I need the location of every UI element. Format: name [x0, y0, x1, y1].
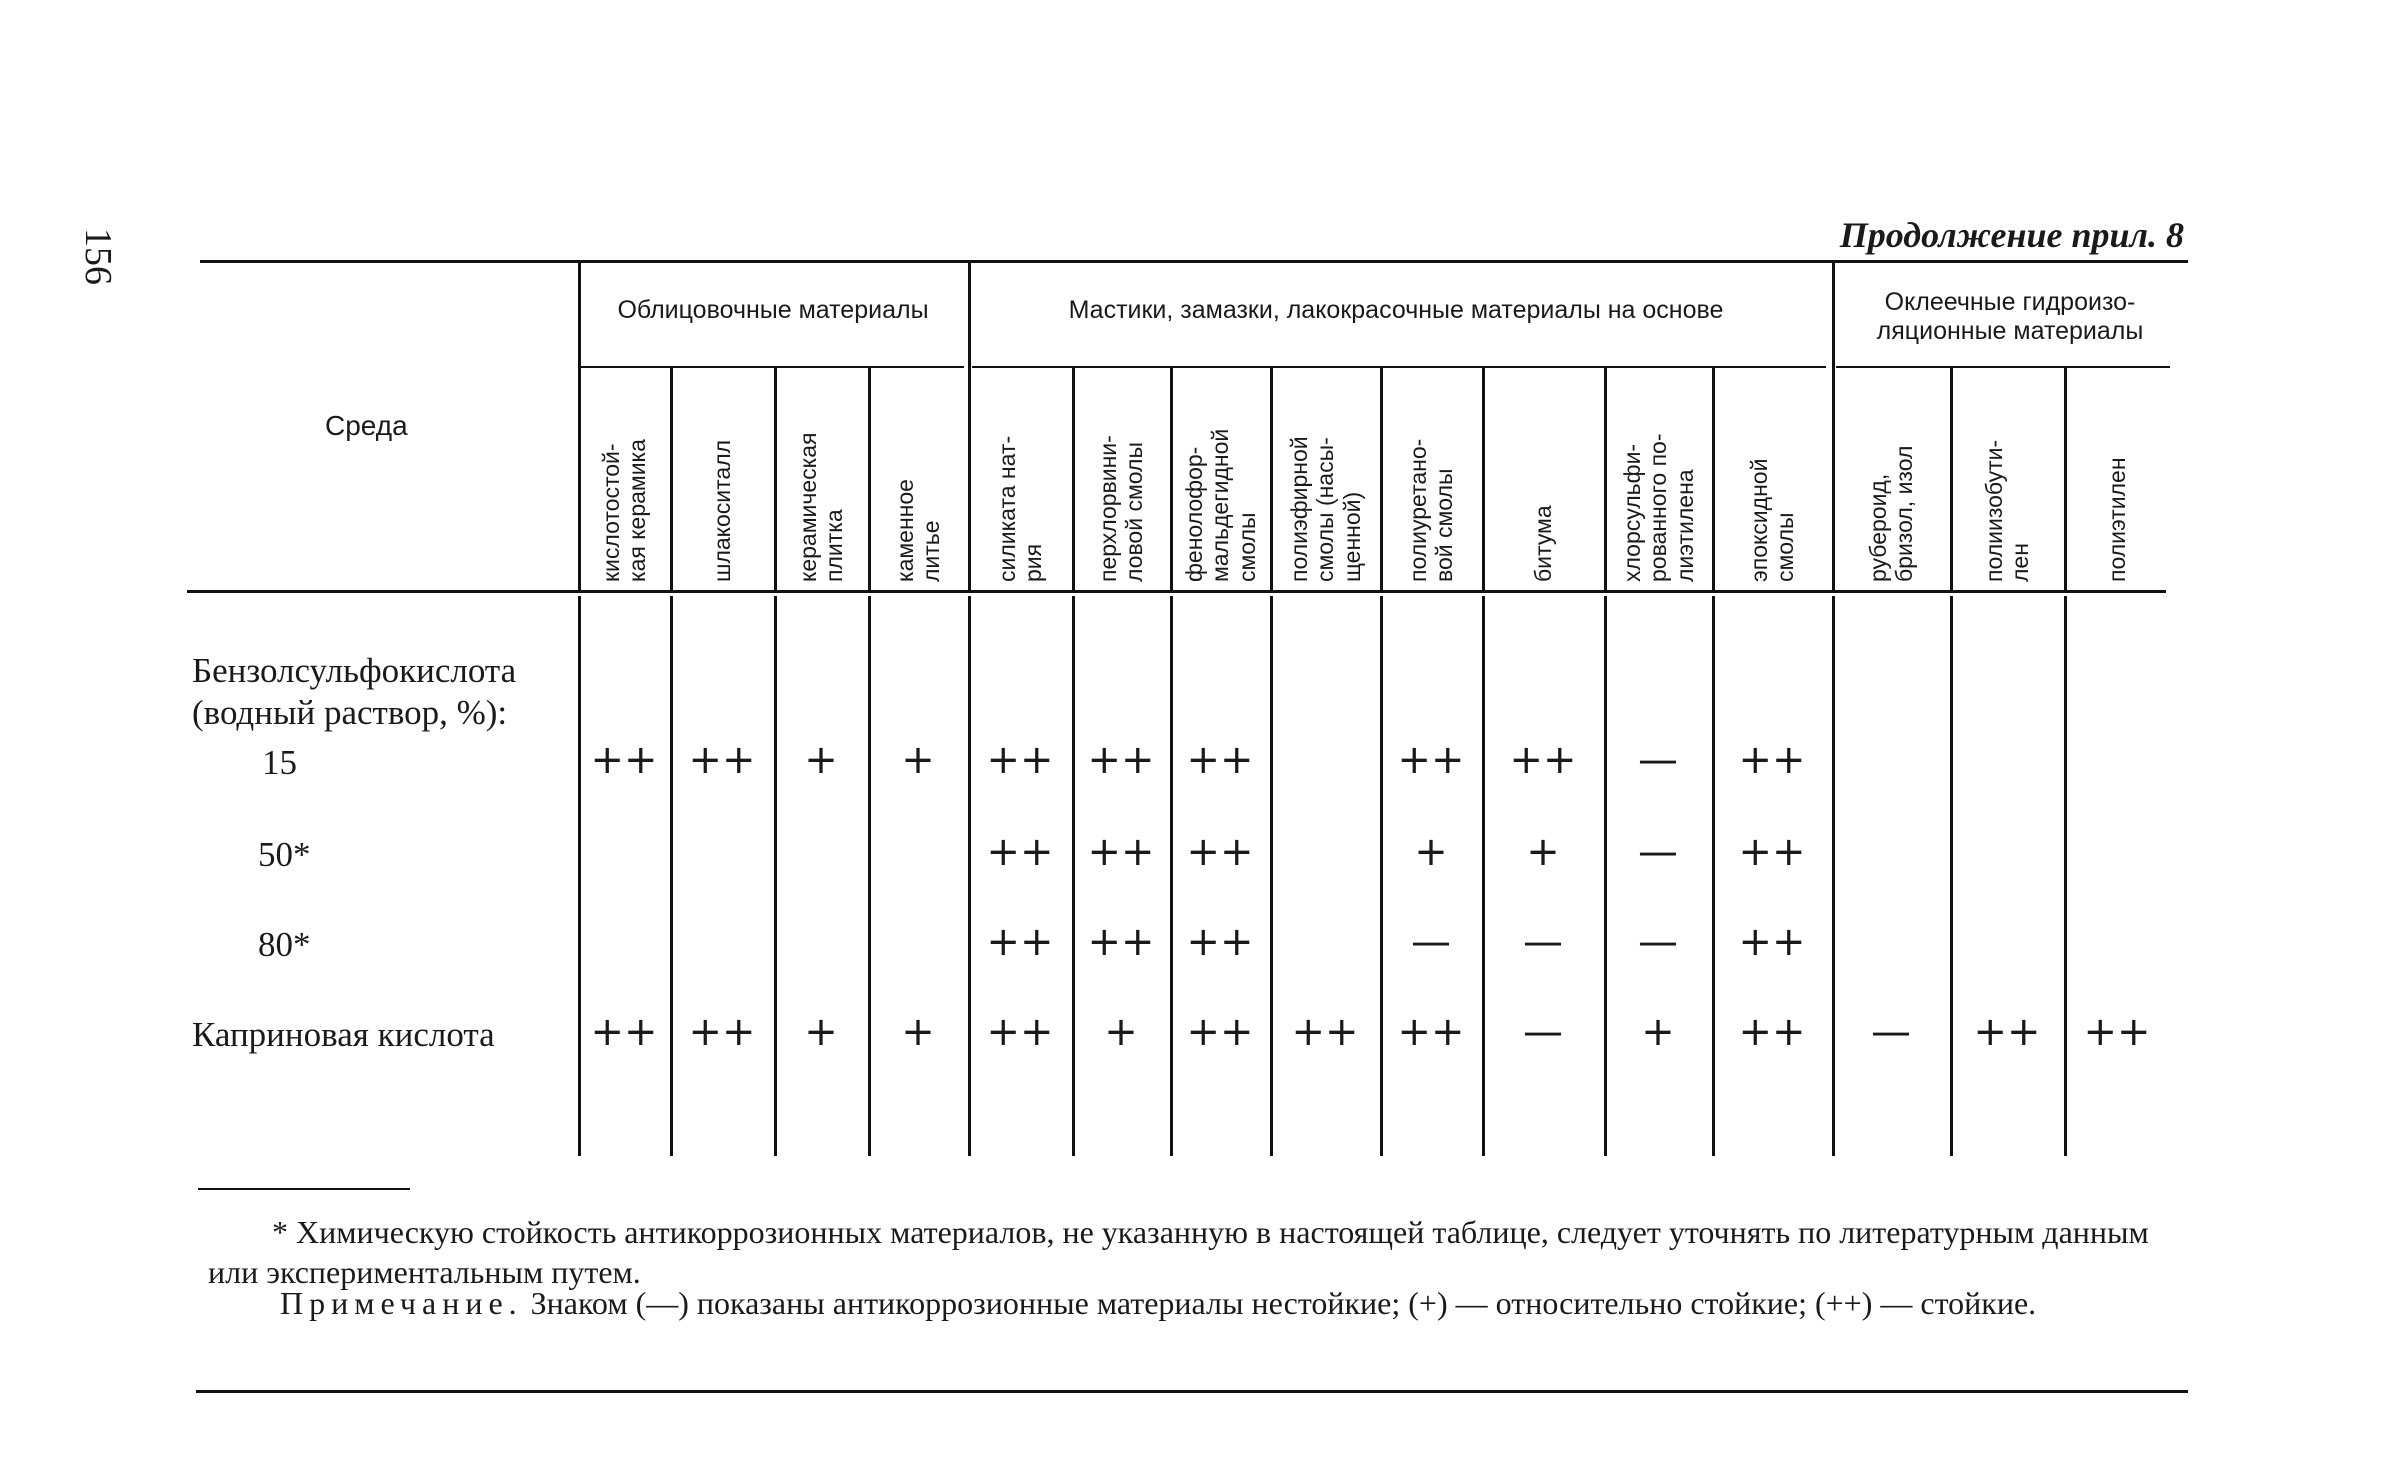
cell-r3-c8: —: [1411, 919, 1451, 965]
body-col-divider-5: [1072, 596, 1075, 1156]
body-col-divider-4: [968, 596, 971, 1156]
group-label-mastics: Мастики, замазки, лакокрасочные материалы на основе: [1068, 296, 1724, 324]
note-text: Знаком (—) показаны антикоррозионные материалы нестойкие; (+) — относительно стойкие; (++) — стойкие.: [530, 1285, 2037, 1321]
header-col-divider-5: [1170, 366, 1173, 590]
header-col-divider-0: [670, 366, 673, 590]
group-rule-mastics: [972, 366, 1826, 368]
body-col-divider-10: [1604, 596, 1607, 1156]
group-divider-2: [1832, 262, 1835, 590]
cell-r3-c5: ++: [1087, 919, 1155, 965]
row-label-0: Бензолсульфокислота (водный раствор, %):: [192, 651, 517, 732]
cell-r4-c6: ++: [1186, 1009, 1254, 1055]
column-header-6: фенолофор- мальдегидной смолы: [1181, 428, 1260, 582]
table-header-env: Среда: [325, 410, 408, 441]
column-header-2: керамическая плитка: [795, 432, 848, 582]
cell-r2-c5: ++: [1087, 829, 1155, 875]
page-number: 156: [77, 228, 119, 285]
cell-r4-c10: +: [1641, 1009, 1675, 1055]
cell-r4-c2: +: [804, 1009, 838, 1055]
column-header-5: перхлорвини- ловой смолы: [1095, 435, 1148, 582]
group-rule-membranes: [1836, 366, 2170, 368]
header-bottom-rule: [187, 590, 2166, 593]
cell-r1-c5: ++: [1087, 737, 1155, 783]
body-col-divider-2: [774, 596, 777, 1156]
body-col-divider-7: [1270, 596, 1273, 1156]
header-col-divider-12: [1950, 366, 1953, 590]
cell-r3-c10: —: [1638, 919, 1678, 965]
cell-r4-c13: ++: [1973, 1009, 2041, 1055]
column-header-14: полиэтилен: [2104, 457, 2130, 582]
body-col-divider-3: [868, 596, 871, 1156]
footnote-star: * Химическую стойкость антикоррозионных материалов, не указанную в настоящей таблице, следует уточнять по литературным данным или экспериментальным путем.: [208, 1214, 2149, 1290]
cell-r2-c6: ++: [1186, 829, 1254, 875]
column-header-13: полиизобути- лен: [1981, 439, 2034, 582]
cell-r4-c4: ++: [986, 1009, 1054, 1055]
body-col-divider-13: [1950, 596, 1953, 1156]
row-label-2: 50*: [258, 835, 311, 874]
group-label-facing: Облицовочные материалы: [617, 296, 929, 324]
column-header-9: битума: [1530, 505, 1556, 582]
continuation-title: Продолжение прил. 8: [1839, 215, 2184, 255]
cell-r4-c11: ++: [1738, 1009, 1806, 1055]
group-divider-0: [578, 262, 581, 590]
row-label-3: 80*: [258, 925, 311, 964]
header-col-divider-8: [1482, 366, 1485, 590]
cell-r3-c4: ++: [986, 919, 1054, 965]
header-col-divider-6: [1270, 366, 1273, 590]
column-header-12: рубероид, бризол, изол: [1865, 445, 1918, 582]
group-divider-1: [968, 262, 971, 590]
body-col-divider-11: [1712, 596, 1715, 1156]
header-col-divider-13: [2064, 366, 2067, 590]
column-header-11: эпоксидной смолы: [1746, 458, 1799, 582]
cell-r3-c9: —: [1523, 919, 1563, 965]
header-col-divider-7: [1380, 366, 1383, 590]
cell-r1-c9: ++: [1509, 737, 1577, 783]
cell-r2-c4: ++: [986, 829, 1054, 875]
body-col-divider-0: [578, 596, 581, 1156]
note-label: Примечание.: [280, 1285, 523, 1321]
cell-r4-c5: +: [1104, 1009, 1138, 1055]
footnote-note: [208, 1283, 2180, 1323]
column-header-3: каменное литье: [892, 479, 945, 582]
cell-r1-c3: +: [901, 737, 935, 783]
column-header-8: полиуретано- вой смолы: [1405, 438, 1458, 582]
cell-r2-c11: ++: [1738, 829, 1806, 875]
cell-r1-c11: ++: [1738, 737, 1806, 783]
body-col-divider-6: [1170, 596, 1173, 1156]
cell-r3-c6: ++: [1186, 919, 1254, 965]
cell-r4-c14: ++: [2083, 1009, 2151, 1055]
cell-r2-c10: —: [1638, 829, 1678, 875]
header-col-divider-2: [868, 366, 871, 590]
cell-r1-c0: ++: [590, 737, 658, 783]
header-col-divider-1: [774, 366, 777, 590]
cell-r4-c8: ++: [1397, 1009, 1465, 1055]
cell-r1-c6: ++: [1186, 737, 1254, 783]
column-header-1: шлакоситалл: [709, 439, 735, 582]
cell-r4-c12: —: [1871, 1009, 1911, 1055]
column-header-4: силиката нат- рия: [994, 435, 1047, 582]
column-header-0: кислотостой- кая керамика: [598, 439, 651, 582]
header-col-divider-4: [1072, 366, 1075, 590]
footnote-rule: [198, 1188, 410, 1190]
cell-r1-c10: —: [1638, 737, 1678, 783]
group-rule-facing: [578, 366, 964, 368]
cell-r4-c3: +: [901, 1009, 935, 1055]
column-header-7: полиэфирной смолы (насы- щенной): [1286, 436, 1365, 582]
cell-r4-c7: ++: [1291, 1009, 1359, 1055]
cell-r1-c8: ++: [1397, 737, 1465, 783]
group-label-membranes: Оклеечные гидроизо- ляционные материалы: [1876, 288, 2144, 345]
body-col-divider-9: [1482, 596, 1485, 1156]
bottom-rule: [196, 1390, 2188, 1393]
cell-r1-c2: +: [804, 737, 838, 783]
body-col-divider-14: [2064, 596, 2067, 1156]
body-col-divider-1: [670, 596, 673, 1156]
cell-r3-c11: ++: [1738, 919, 1806, 965]
cell-r4-c9: —: [1523, 1009, 1563, 1055]
table-top-rule: [200, 260, 2188, 263]
cell-r4-c0: ++: [590, 1009, 658, 1055]
cell-r4-c1: ++: [688, 1009, 756, 1055]
cell-r2-c8: +: [1414, 829, 1448, 875]
body-col-divider-8: [1380, 596, 1383, 1156]
row-label-4: Каприновая кислота: [192, 1015, 495, 1054]
column-header-10: хлорсульфи- рованного по- лиэтилена: [1619, 433, 1698, 582]
header-col-divider-10: [1712, 366, 1715, 590]
body-col-divider-12: [1832, 596, 1835, 1156]
cell-r1-c4: ++: [986, 737, 1054, 783]
cell-r1-c1: ++: [688, 737, 756, 783]
header-col-divider-9: [1604, 366, 1607, 590]
row-label-1: 15: [262, 743, 297, 782]
cell-r2-c9: +: [1526, 829, 1560, 875]
